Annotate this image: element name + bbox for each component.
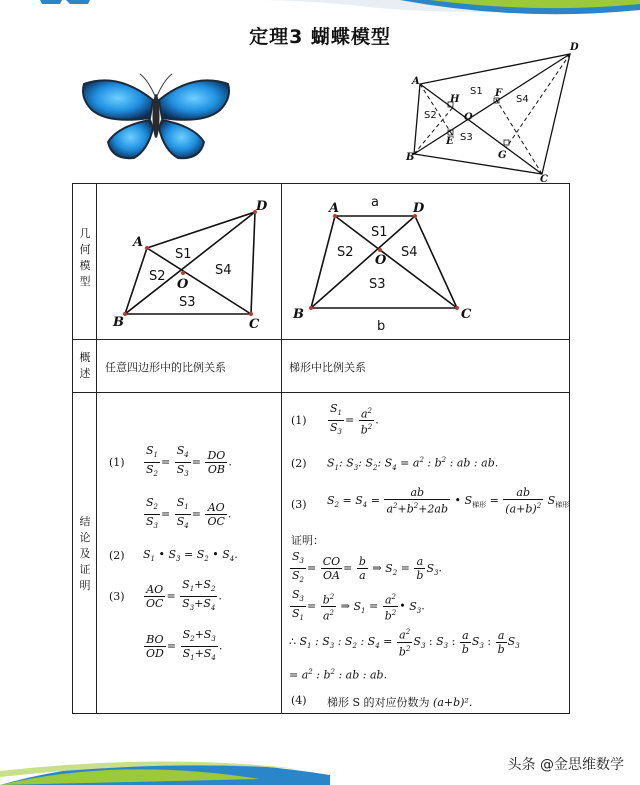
right-formula-3: $S_2 = S_4$ = $\frac{ab}{a^2+b^2+2ab}$ • $S_{梯形}$ = $\frac{ab}{(a+b)^2}$ $S_{梯形}$ xyxy=(327,486,570,516)
right-item-4-text: 梯形 S 的对应份数为 xyxy=(327,696,430,709)
label-S2: S2 xyxy=(424,110,437,121)
row-head-overview-text: 概述 xyxy=(79,351,91,380)
left-item-1-number: (1) xyxy=(109,456,125,469)
quadrilateral-figure xyxy=(103,192,278,334)
right-item-4-number: (4) xyxy=(291,694,307,707)
label-S3: S3 xyxy=(460,132,473,143)
left-formula-3: $\frac{AO}{OC}$ = $\frac{S_1+S_2}{S_3+S_4}$ . xyxy=(146,578,222,613)
proof-line-3: ∴ $S_1$ : $S_3$ : $S_2$ : $S_4$ = $\frac{a^2}{b^2}$ $S_3$ : $S_3$ : $\frac{a}{b}$ $S_3$ : $\frac{a}{b}$ $S_3$ xyxy=(289,628,520,659)
quad-label-S3: S3 xyxy=(179,295,196,310)
watermark: 头条 @金思维数学 xyxy=(507,757,624,773)
right-item-1-number: (1) xyxy=(291,414,307,427)
proof-line-1: $\frac{S_3}{S_2}$ = $\frac{CO}{OA}$ = $\frac{b}{a}$ ⇒ $S_2$ = $\frac{a}{b}$ $S_3$. xyxy=(292,550,442,585)
proof-line-2: $\frac{S_3}{S_1}$ = $\frac{b^2}{a^2}$ ⇒ $S_1$ = $\frac{a^2}{b^2}$ • $S_3$. xyxy=(292,588,425,623)
col-divider xyxy=(281,184,282,713)
trap-label-a: a xyxy=(371,195,379,210)
quad-label-B: B xyxy=(113,315,124,330)
row-divider xyxy=(73,339,569,340)
row-head-geometry xyxy=(73,226,97,290)
quad-label-A: A xyxy=(133,235,144,250)
label-O: O xyxy=(464,112,473,123)
row-head-geometry-text: 几何模型 xyxy=(79,227,91,288)
label-G: G xyxy=(498,150,507,161)
row-head-conclusion-text: 结论及证明 xyxy=(79,515,91,592)
trap-label-C: C xyxy=(461,307,472,322)
quad-label-C: C xyxy=(249,317,260,332)
right-item-2-number: (2) xyxy=(291,457,307,470)
trap-subscript-2: 梯形 xyxy=(555,501,570,510)
label-C: C xyxy=(540,174,548,182)
label-S1: S1 xyxy=(470,86,483,97)
left-formula-1: $\frac{S_1}{S_2}$ = $\frac{S_4}{S_3}$ = $\frac{DO}{OB}$ . xyxy=(146,444,232,479)
quad-label-S4: S4 xyxy=(215,263,232,278)
label-D: D xyxy=(570,42,579,53)
butterfly-theorem-figure xyxy=(398,40,588,182)
label-E: E xyxy=(446,136,454,147)
frac-AO: AO xyxy=(205,501,226,515)
quad-label-O: O xyxy=(177,277,189,292)
right-item-4 xyxy=(327,694,472,710)
proof-line-4: = $a^2$ : $b^2$ : ab : ab. xyxy=(289,668,388,682)
left-item-2-number: (2) xyxy=(109,549,125,562)
label-H: H xyxy=(450,94,460,105)
frac-OC: OC xyxy=(207,515,225,529)
butterfly-illustration xyxy=(78,70,234,162)
right-item-4-tail: (a+b)². xyxy=(433,696,473,709)
quad-label-D: D xyxy=(256,199,268,214)
left-formula-3b: $\frac{BO}{OD}$ = $\frac{S_2+S_3}{S_1+S_4}$ . xyxy=(146,628,223,663)
frac-DO: DO xyxy=(207,449,226,463)
row-head-conclusion xyxy=(73,514,97,594)
overview-right: 梯形中比例关系 xyxy=(289,361,366,374)
trap-label-S4: S4 xyxy=(401,245,418,260)
left-formula-1b: $\frac{S_2}{S_3}$ = $\frac{S_1}{S_4}$ = $\frac{AO}{OC}$ . xyxy=(146,496,232,531)
label-S4: S4 xyxy=(516,94,529,105)
trap-label-b: b xyxy=(377,319,386,334)
frac-BO: BO xyxy=(144,633,166,647)
label-B: B xyxy=(406,152,415,163)
overview-left: 任意四边形中的比例关系 xyxy=(105,361,226,374)
frac-OD: OD xyxy=(146,647,164,661)
right-item-3-number: (3) xyxy=(291,498,307,511)
row-head-overview xyxy=(73,350,97,382)
proof-label: 证明： xyxy=(291,534,324,547)
page-title: 定理3 蝴蝶模型 xyxy=(249,26,391,48)
row-divider xyxy=(73,392,569,393)
trap-label-D: D xyxy=(413,201,425,216)
quad-label-S2: S2 xyxy=(149,269,166,284)
quad-label-S1: S1 xyxy=(175,247,192,262)
theorem-table xyxy=(72,183,570,714)
label-F: F xyxy=(495,88,503,99)
trap-label-S1: S1 xyxy=(371,225,388,240)
left-item-3-number: (3) xyxy=(109,590,125,603)
label-A: A xyxy=(412,76,420,87)
header-swoosh xyxy=(0,0,640,22)
frac-OB: OB xyxy=(207,463,225,477)
trap-label-A: A xyxy=(329,201,340,216)
trapezoid-figure xyxy=(285,190,567,336)
trap-label-S3: S3 xyxy=(369,277,386,292)
left-formula-2: $S_1$ • $S_3 = S_2$ • $S_4$. xyxy=(143,548,238,564)
right-formula-1: $\frac{S_1}{S_3}$ = $\frac{a^2}{b^2}$ . xyxy=(330,402,379,437)
trap-label-B: B xyxy=(293,307,304,322)
trap-label-O: O xyxy=(375,253,387,268)
trap-label-S2: S2 xyxy=(337,245,354,260)
trap-subscript-1: 梯形 xyxy=(472,501,487,510)
right-formula-2: $S_1$: $S_3$: $S_2$: $S_4 = a^2$ : $b^2$ : ab : ab. xyxy=(327,456,499,472)
